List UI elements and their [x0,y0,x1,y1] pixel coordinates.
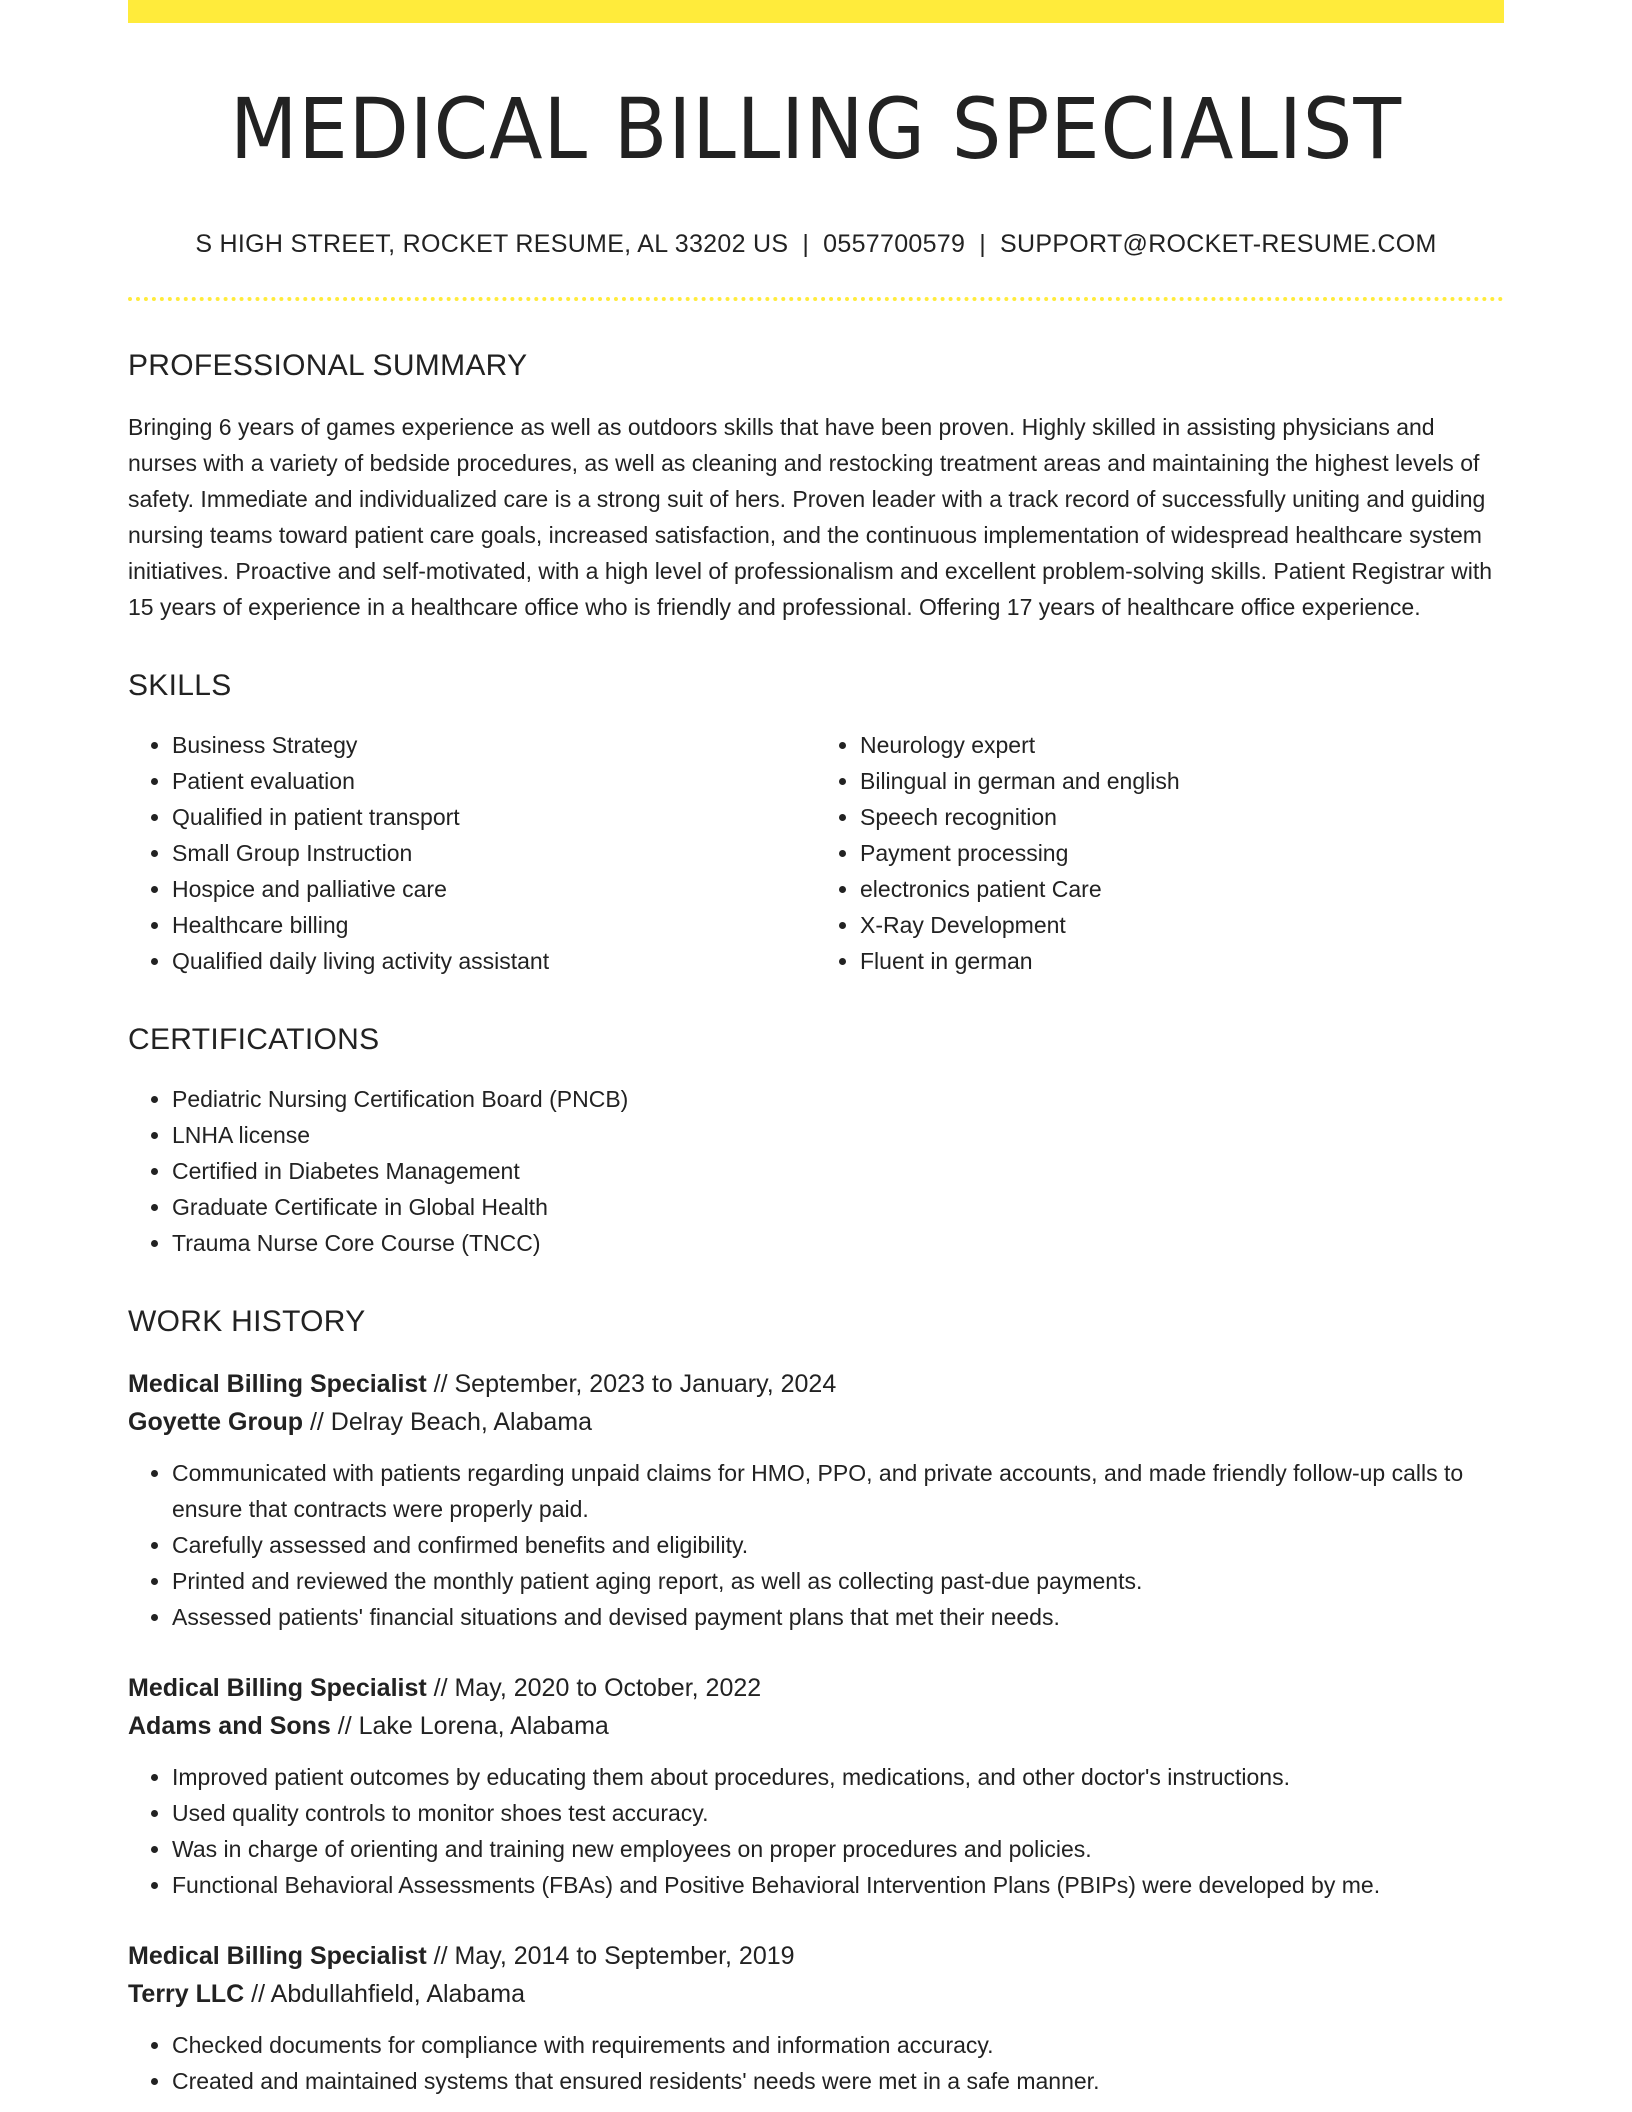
skills-grid [128,727,1504,979]
job-role: Medical Billing Specialist [128,1942,427,1971]
job-bullets [128,1455,1504,1635]
job-location: // Lake Lorena, Alabama [330,1712,609,1741]
list-item: • Created and maintained systems that ensured residents' needs were met in a safe manner. [172,2063,1504,2099]
list-item: • Improved patient outcomes by educating them about procedures, medications, and other doctor's instructions. [172,1759,1504,1795]
contact-separator: | [802,230,810,259]
job-bullets [128,1759,1504,1903]
job-dates: // May, 2020 to October, 2022 [426,1674,762,1703]
contact-address: S HIGH STREET, ROCKET RESUME, AL 33202 US [195,230,789,259]
list-item: • Was in charge of orienting and training new employees on proper procedures and policies. [172,1831,1504,1867]
list-item: • Qualified in patient transport [172,799,816,835]
job-company: Goyette Group [128,1408,304,1437]
job-entry [128,1669,1504,1903]
list-item: • Carefully assessed and confirmed benefits and eligibility. [172,1527,1504,1563]
skills-section [128,669,1504,979]
skills-heading: SKILLS [128,669,232,703]
contact-email: SUPPORT@ROCKET-RESUME.COM [1000,230,1437,259]
job-title-line [128,1937,1504,1975]
list-item: • Printed and reviewed the monthly patient aging report, as well as collecting past-due payments. [172,1563,1504,1599]
job-company: Adams and Sons [128,1712,331,1741]
job-title-line [128,1669,1504,1707]
list-item: • Used quality controls to monitor shoes test accuracy. [172,1795,1504,1831]
job-entry [128,1937,1504,2099]
job-role: Medical Billing Specialist [128,1674,427,1703]
list-item: • X-Ray Development [860,907,1504,943]
contact-line [128,230,1504,259]
work-history-section [128,1305,1504,2099]
list-item: • Bilingual in german and english [860,763,1504,799]
page-title: MEDICAL BILLING SPECIALIST [230,80,1402,178]
list-item: • Payment processing [860,835,1504,871]
list-item: • Trauma Nurse Core Course (TNCC) [172,1225,1504,1261]
job-role: Medical Billing Specialist [128,1370,427,1399]
list-item: • Graduate Certificate in Global Health [172,1189,1504,1225]
top-accent-bar [128,0,1504,23]
list-item: • Functional Behavioral Assessments (FBAs) and Positive Behavioral Intervention Plans (PBIPs) were developed by me. [172,1867,1504,1903]
job-dates: // September, 2023 to January, 2024 [426,1370,837,1399]
list-item: • Hospice and palliative care [172,871,816,907]
contact-phone: 0557700579 [823,230,966,259]
job-company-line [128,1975,1504,2013]
list-item: • Certified in Diabetes Management [172,1153,1504,1189]
list-item: • electronics patient Care [860,871,1504,907]
job-location: // Abdullahfield, Alabama [244,1980,525,2009]
job-location: // Delray Beach, Alabama [303,1408,593,1437]
summary-text: Bringing 6 years of games experience as well as outdoors skills that have been proven. Highly skilled in assisting physicians and nurses with a variety of bedside procedures, as well as cleaning and restocking treatment areas and maintaining the highest levels of safety. Immediate and individualized care is a strong suit of hers. Proven leader with a track record of successfully uniting and guiding nursing teams toward patient care goals, increased satisfaction, and the continuous implementation of widespread healthcare system initiatives. Proactive and self-motivated, with a high level of professionalism and excellent problem-solving skills. Patient Registrar with 15 years of experience in a healthcare office who is friendly and professional. Offering 17 years of healthcare office experience. [128,414,1493,621]
list-item: • Speech recognition [860,799,1504,835]
list-item: • Qualified daily living activity assistant [172,943,816,979]
resume-page [128,0,1504,2099]
job-entry [128,1365,1504,1635]
list-item: • Checked documents for compliance with requirements and information accuracy. [172,2027,1504,2063]
list-item: • Neurology expert [860,727,1504,763]
skills-list-left [128,727,816,979]
list-item: • Healthcare billing [172,907,816,943]
certifications-section [128,1023,1504,1261]
skills-list-right [816,727,1504,979]
job-bullets [128,2027,1504,2099]
job-company-line [128,1707,1504,1745]
certifications-list [128,1081,1504,1261]
job-dates: // May, 2014 to September, 2019 [426,1942,795,1971]
job-company: Terry LLC [128,1980,245,2009]
job-title-line [128,1365,1504,1403]
work-history-heading: WORK HISTORY [128,1305,366,1339]
job-company-line [128,1403,1504,1441]
certifications-heading: CERTIFICATIONS [128,1023,380,1057]
list-item: • Fluent in german [860,943,1504,979]
list-item: • Business Strategy [172,727,816,763]
summary-heading: PROFESSIONAL SUMMARY [128,349,528,383]
list-item: • Patient evaluation [172,763,816,799]
list-item: • Pediatric Nursing Certification Board (PNCB) [172,1081,1504,1117]
list-item: • Assessed patients' financial situations and devised payment plans that met their needs. [172,1599,1504,1635]
list-item: • Communicated with patients regarding unpaid claims for HMO, PPO, and private accounts, and made friendly follow-up calls to ensure that contracts were properly paid. [172,1455,1504,1527]
list-item: • LNHA license [172,1117,1504,1153]
list-item: • Small Group Instruction [172,835,816,871]
summary-section [128,349,1504,625]
contact-separator: | [979,230,987,259]
dotted-divider [128,297,1504,301]
